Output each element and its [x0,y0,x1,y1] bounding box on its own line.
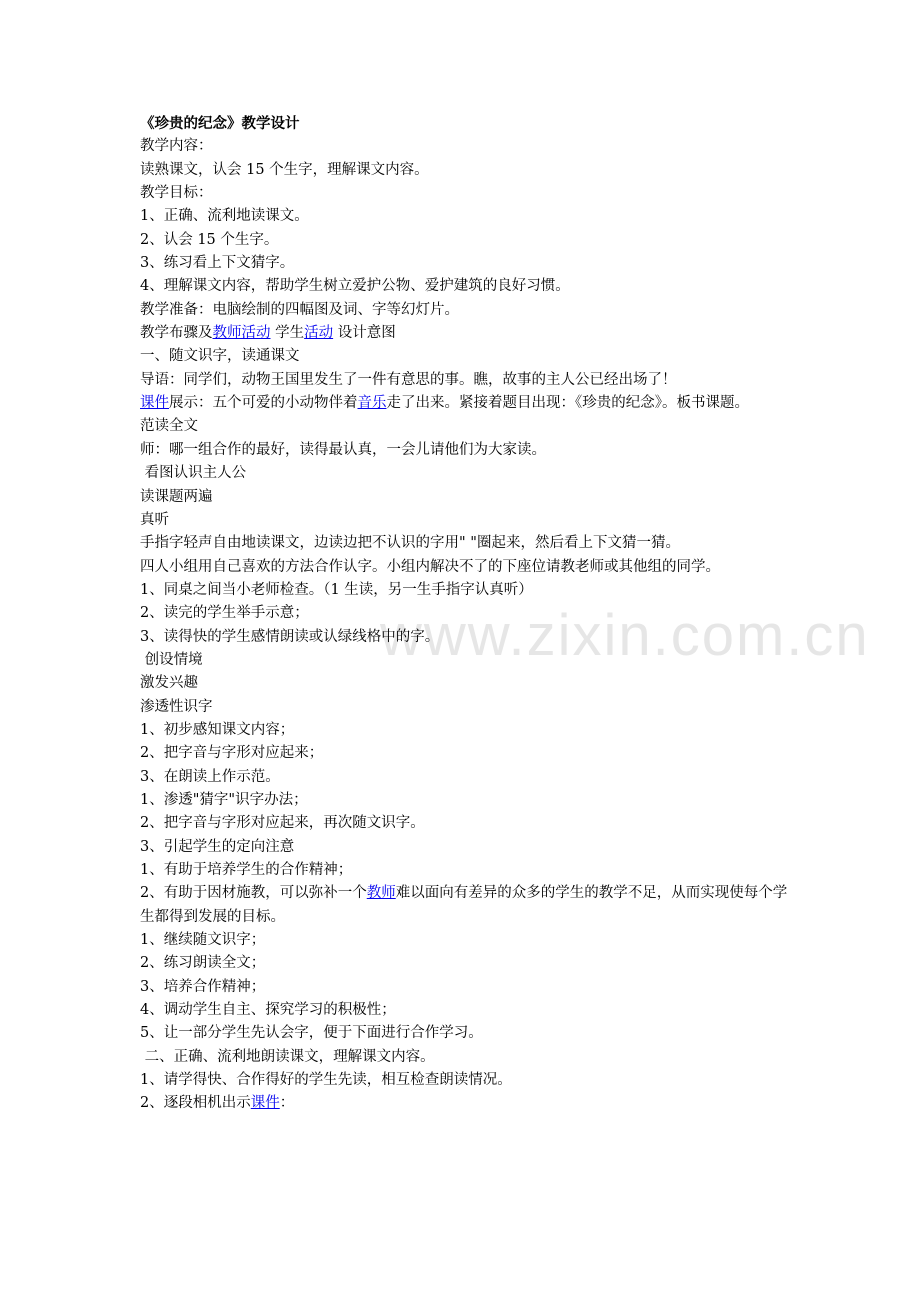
paragraph-line: 3、培养合作精神； [140,978,266,995]
teacher-link[interactable]: 教师 [366,885,396,902]
paragraph-line: 1、同桌之间当小老师检查。（1 生读，另一生手指字认真听） [140,581,533,598]
text-span: 难以面向有差异的众多的学生的教学不足，从而实现使每个学生都得到发展的目标。 [140,885,788,925]
watermark: www.zixin.com.cn [380,603,870,668]
paragraph-line [140,882,800,929]
paragraph-line: 读课题两遍 [140,488,213,505]
document-title: 《珍贵的纪念》教学设计 [140,115,300,132]
paragraph-line: 2、读完的学生举手示意； [140,605,309,622]
paragraph-line: 读熟课文，认会 15 个生字，理解课文内容。 [140,161,429,178]
paragraph-line: 1、正确、流利地读课文。 [140,208,309,225]
paragraph-line: 范读全文 [140,418,198,435]
paragraph-line: 4、调动学生自主、探究学习的积极性； [140,1002,396,1019]
text-span: 教学布骤及 [140,325,213,342]
text-span: 2、逐段相机出示 [140,1095,251,1112]
paragraph-line: 导语：同学们，动物王国里发生了一件有意思的事。瞧，故事的主人公已经出场了！ [140,371,677,388]
paragraph-line: 1、请学得快、合作得好的学生先读，相互检查朗读情况。 [140,1072,512,1089]
paragraph-line: 1、继续随文识字； [140,932,266,949]
text-span: 走了出来。紧接着题目出现：《珍贵的纪念》。板书课题。 [386,395,749,412]
paragraph-line: 3、在朗读上作示范。 [140,768,280,785]
text-span: 展示：五个可爱的小动物伴着 [169,395,358,412]
paragraph-line: 真听 [140,511,169,528]
paragraph-line: 3、引起学生的定向注意 [140,838,295,855]
courseware-link[interactable]: 课件 [140,395,169,412]
paragraph-line [140,1092,800,1115]
courseware-link[interactable]: 课件 [250,1095,280,1112]
paragraph-line: 教学内容： [140,138,213,155]
paragraph-line: 1、有助于培养学生的合作精神； [140,862,353,878]
paragraph-line: 看图认识主人公 [140,465,247,482]
section-heading: 二、正确、流利地朗读课文，理解课文内容。 [140,1048,435,1065]
paragraph-line: 创设情境 [140,651,203,668]
paragraph-line: 四人小组用自己喜欢的方法合作认字。小组内解决不了的下座位请教老师或其他组的同学。 [140,558,720,575]
text-span: ： [279,1095,295,1112]
paragraph-line: 教学目标： [140,185,213,202]
paragraph-line: 2、练习朗读全文； [140,955,266,972]
text-span: 设计意图 [333,325,396,342]
paragraph-line: 4、理解课文内容，帮助学生树立爱护公物、爱护建筑的良好习惯。 [140,278,570,295]
music-link[interactable]: 音乐 [357,395,387,412]
paragraph-line: 1、渗透"猜字"识字办法； [140,791,308,808]
teacher-activity-link[interactable]: 教师活动 [212,325,271,342]
paragraph-line: 2、认会 15 个生字。 [140,231,279,248]
paragraph-line: 手指字轻声自由地读课文，边读边把不认识的字用" "圈起来，然后看上下文猜一猜。 [140,535,680,552]
text-span: 学生 [270,325,305,342]
paragraph-line: 3、读得快的学生感情朗读或认绿线格中的字。 [140,628,440,645]
paragraph-line: 3、练习看上下文猜字。 [140,255,295,272]
paragraph-line: 渗透性识字 [140,698,213,715]
paragraph-line: 1、初步感知课文内容； [140,721,295,738]
paragraph-line: 激发兴趣 [140,675,198,692]
activity-link[interactable]: 活动 [304,325,334,342]
document-body [140,112,800,1116]
paragraph-line: 2、把字音与字形对应起来，再次随文识字。 [140,815,425,832]
paragraph-line: 师：哪一组合作的最好，读得最认真，一会儿请他们为大家读。 [140,441,546,458]
section-heading: 一、随文识字，读通课文 [140,348,300,365]
paragraph-line: 5、让一部分学生先认会字，便于下面进行合作学习。 [140,1025,483,1042]
text-span: 2、有助于因材施教，可以弥补一个 [140,885,367,902]
paragraph-line: 教学准备：电脑绘制的四幅图及词、字等幻灯片。 [140,301,459,318]
paragraph-line [140,322,800,345]
paragraph-line [140,392,800,415]
paragraph-line: 2、把字音与字形对应起来； [140,745,324,762]
